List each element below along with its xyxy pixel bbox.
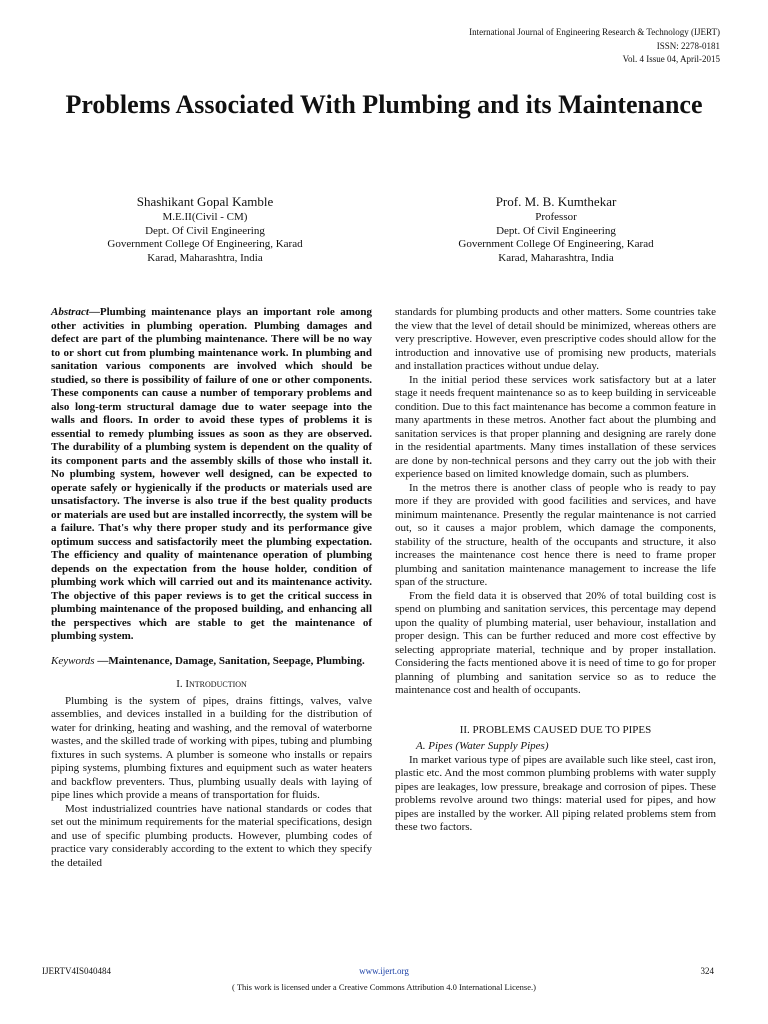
right-column — [395, 306, 716, 835]
author-location: Karad, Maharashtra, India — [147, 251, 263, 264]
author-role: Professor — [535, 211, 577, 223]
author-location: Karad, Maharashtra, India — [498, 251, 614, 264]
journal-header — [469, 26, 720, 67]
abstract — [51, 306, 372, 644]
license-notice: ( This work is licensed under a Creative Commons Attribution 4.0 International License.) — [232, 982, 536, 992]
author-dept: Dept. Of Civil Engineering — [145, 224, 265, 237]
journal-issn: ISSN: 2278-0181 — [656, 40, 720, 51]
keywords — [51, 655, 372, 669]
author-dept: Dept. Of Civil Engineering — [496, 224, 616, 237]
body-paragraph: Most industrialized countries have national standards or codes that set out the minimum requirements for the material specifications, design and use of specific plumbing products. However, plumbing codes of practice vary considerably according to the extent to which they specify the detailed — [51, 802, 372, 869]
keywords-text: —Maintenance, Damage, Sanitation, Seepage, Plumbing. — [94, 654, 365, 667]
body-paragraph: In the initial period these services work satisfactory but at a later stage it needs frequent maintenance so as to keep building in serviceable condition. Due to this fact maintenance has become a common feature in many apartments in these metros. Another fact about the plumbing and sanitation services is that proper planning and designing are rarely done in the residential apartments. Many times installation of these services are done by non-technical persons and they carry out the job with their experience based on limited knowledge domain, such as plumbers. — [395, 373, 716, 480]
left-column — [51, 306, 372, 870]
body-paragraph: In market various type of pipes are available such like steel, cast iron, plastic etc. And the most common plumbing problems with water supply pipes are leakages, low pressure, breakage and corrosion of pipes. These problems revolve around two things: material used for pipes, and how pipes are installed by the worker. All piping related problems stem from these two factors. — [395, 753, 716, 833]
subsection-heading: A. Pipes (Water Supply Pipes) — [416, 740, 549, 752]
section-heading-problems: II. PROBLEMS CAUSED DUE TO PIPES — [459, 723, 652, 736]
section-number: I. — [176, 678, 186, 690]
section-heading-introduction — [51, 678, 372, 692]
author-institution: Government College Of Engineering, Karad — [458, 238, 654, 251]
journal-name: International Journal of Engineering Research & Technology (IJERT) — [469, 27, 720, 37]
body-paragraph-continued: standards for plumbing products and other matters. Some countries take the view that the level of detail should be minimized, whereas others are very prescriptive. However, even prescriptive codes should allow for the introduction and innovative use of promising new products, materials and installation practices without undue delay. — [395, 306, 716, 372]
author-name: Shashikant Gopal Kamble — [136, 194, 274, 209]
body-paragraph: Plumbing is the system of pipes, drains fittings, valves, valve assemblies, and devices installed in a building for the distribution of water for drinking, heating and washing, and the removal of waterborne wastes, and the skilled trade of working with pipes, tubing and plumbing fixtures in such systems. A plumber is someone who installs or repairs piping systems, plumbing fixtures and equipment such as water heaters and backflow preventers. Thus, plumbing usually deals with laying of pipe lines which provide a means of transportation for fluids. — [51, 694, 372, 801]
author-role: M.E.II(Civil - CM) — [162, 211, 248, 223]
author-name: Prof. M. B. Kumthekar — [495, 194, 617, 209]
author-block-1 — [55, 193, 355, 265]
author-block-2 — [406, 193, 706, 265]
paper-title: Problems Associated With Plumbing and its Maintenance — [65, 90, 703, 119]
section-spacer — [395, 698, 716, 714]
author-institution: Government College Of Engineering, Karad — [107, 238, 303, 251]
paper-id: IJERTV4IS040484 — [42, 966, 111, 976]
body-paragraph: In the metros there is another class of people who is ready to pay more if they are provided with good facilities and services, and have minimum maintenance. Presently the regular maintenance is not carried out, so it causes a major problem, which damage the components, stability of the structure, health of the occupants and structure, it also increases the maintenance cost hence there is need to frame proper plumbing and sanitation maintenance management to increase the life span of the structure. — [395, 481, 716, 588]
abstract-label: Abstract — [51, 306, 89, 318]
journal-url-link[interactable]: www.ijert.org — [359, 966, 409, 976]
keywords-label: Keywords — [51, 654, 95, 667]
journal-volume: Vol. 4 Issue 04, April-2015 — [622, 54, 720, 64]
section-title: Introduction — [185, 678, 247, 690]
body-paragraph: From the field data it is observed that 20% of total building cost is spend on plumbing and sanitation services, this percentage may depend upon the quality of plumbing material, user behaviour, installation and proper design. This can be further reduced and more cost effective by selecting appropriate material, technique and by proper installation. Considering the facts mentioned above it is need of time to go for proper planning of plumbing and sanitation service so as to reduce the maintenance cost and health of occupants. — [395, 589, 716, 696]
page-number: 324 — [700, 966, 714, 976]
abstract-text: —Plumbing maintenance plays an important role among other activities in plumbing operation. Plumbing damages and defect are part of the plumbing maintenance. There will be no way to or short cut from plumbing maintenance work. In plumbing and sanitation various components are involved which should be studied, so there is possibility of failure of one or other components. These components can cause a number of temporary problems and also long-term structural damage due to water seepage into the walls and floors. In order to avoid these types of problems it is essential to remedy plumbing issues as soon as they are observed. The durability of a plumbing system is dependent on the quality of its component parts and the assembly skills of those who install it. No plumbing system, however well designed, can be expected to operate safely or hygienically if the products or materials used are unsatisfactory. The inverse is also true if the best quality products or materials are used but are installed incorrectly, the system will be a failure. That's why there proper study and its performance give optimum success and satisfactorily meet the plumbing expectation. The efficiency and quality of maintenance operation of plumbing depends on the expectation from the house holder, condition of plumbing work which will carried out and its maintenance activity. The objective of this paper reviews is to get the critical success in plumbing maintenance of the proposed building, and enhancing all the perspectives which are stable to get the maintenance of plumbing system. — [51, 306, 372, 642]
